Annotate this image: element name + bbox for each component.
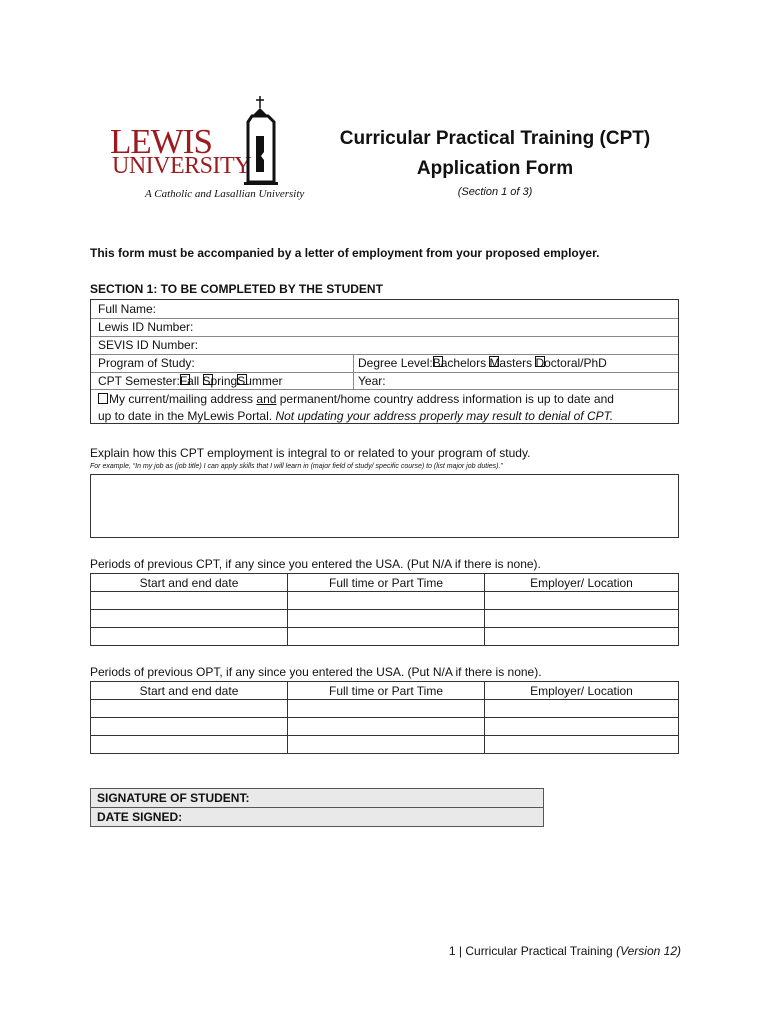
sevis-id-field[interactable]: SEVIS ID Number: [98, 338, 199, 352]
table-cell[interactable] [485, 718, 679, 736]
table-cell[interactable] [288, 628, 485, 646]
summer-label: Summer [237, 374, 283, 388]
university-logo [110, 96, 310, 206]
address-text-2: permanent/home country address information is up to date and [276, 392, 614, 406]
doctoral-label: Doctoral/PhD [535, 356, 607, 370]
logo-tagline: A Catholic and Lasallian University [145, 188, 305, 200]
spring-checkbox[interactable] [203, 374, 213, 385]
column-header: Full time or Part Time [288, 682, 485, 700]
logo-wordmark-lewis: LEWIS [110, 122, 212, 161]
bachelors-checkbox[interactable] [433, 356, 443, 367]
fall-checkbox[interactable] [180, 374, 190, 385]
table-cell[interactable] [288, 610, 485, 628]
table-header-row [91, 682, 679, 700]
bell-tower-icon [242, 96, 278, 186]
full-name-field[interactable]: Full Name: [98, 302, 157, 316]
table-header-row [91, 574, 679, 592]
table-cell[interactable] [288, 718, 485, 736]
masters-checkbox[interactable] [489, 356, 499, 367]
cpt-semester-label: CPT Semester: [98, 374, 180, 388]
masters-label: Masters [489, 356, 533, 370]
table-row [91, 718, 679, 736]
date-signed-field[interactable]: DATE SIGNED: [91, 808, 544, 827]
spring-label: Spring [202, 374, 238, 388]
program-of-study-field[interactable]: Program of Study: [98, 356, 195, 370]
table-cell[interactable] [91, 718, 288, 736]
column-header: Start and end date [91, 574, 288, 592]
column-header: Start and end date [91, 682, 288, 700]
form-title-line2: Application Form [416, 158, 574, 179]
table-cell[interactable] [91, 592, 288, 610]
table-cell[interactable] [485, 592, 679, 610]
section-note: (Section 1 of 3) [457, 186, 533, 198]
table-cell[interactable] [288, 592, 485, 610]
fall-label: Fall [179, 374, 200, 388]
column-header: Full time or Part Time [288, 574, 485, 592]
table-cell[interactable] [91, 628, 288, 646]
cpt-periods-table [90, 573, 679, 646]
table-cell[interactable] [91, 736, 288, 754]
table-cell[interactable] [91, 700, 288, 718]
opt-periods-table [90, 681, 679, 754]
table-row [91, 736, 679, 754]
student-signature-field[interactable]: SIGNATURE OF STUDENT: [91, 789, 544, 808]
bachelors-label: Bachelors [432, 356, 487, 370]
explanation-textarea[interactable] [90, 474, 679, 538]
degree-level-label: Degree Level: [358, 356, 433, 370]
degree-level-group [358, 356, 607, 370]
doctoral-checkbox[interactable] [535, 356, 545, 367]
address-text-and: and [256, 392, 277, 406]
address-text-3: up to date in the MyLewis Portal. [98, 409, 276, 423]
cpt-semester-group [98, 374, 283, 388]
table-row [91, 700, 679, 718]
lewis-id-field[interactable]: Lewis ID Number: [98, 320, 194, 334]
address-confirmation [98, 391, 673, 425]
page-footer [449, 944, 681, 958]
section1-heading: SECTION 1: TO BE COMPLETED BY THE STUDENT [90, 282, 383, 296]
column-header: Employer/ Location [485, 682, 679, 700]
column-header: Employer/ Location [485, 574, 679, 592]
table-cell[interactable] [485, 610, 679, 628]
explain-prompt: Explain how this CPT employment is integral to or related to your program of study. [90, 446, 531, 460]
student-info-table [90, 299, 679, 424]
form-title-line1: Curricular Practical Training (CPT) [339, 128, 651, 149]
table-cell[interactable] [485, 628, 679, 646]
year-field[interactable]: Year: [358, 374, 386, 388]
cpt-periods-label: Periods of previous CPT, if any since you entered the USA. (Put N/A if there is none). [90, 557, 541, 571]
explain-example: For example, “In my job as (job title) I can apply skills that I will learn in (major field of study/ specific course) to (list major job duties).” [90, 463, 503, 470]
table-cell[interactable] [485, 736, 679, 754]
signature-table [90, 788, 544, 827]
employment-letter-notice: This form must be accompanied by a letter of employment from your proposed employer. [90, 246, 600, 260]
table-cell[interactable] [288, 700, 485, 718]
table-cell[interactable] [288, 736, 485, 754]
address-text-1: My current/mailing address [109, 392, 257, 406]
table-row [91, 628, 679, 646]
table-cell[interactable] [485, 700, 679, 718]
logo-wordmark-university: UNIVERSITY [112, 153, 251, 179]
footer-version: (Version 12) [616, 944, 681, 958]
address-warning: Not updating your address properly may result to denial of CPT. [275, 409, 614, 423]
summer-checkbox[interactable] [237, 374, 247, 385]
table-row [91, 610, 679, 628]
table-cell[interactable] [91, 610, 288, 628]
footer-page: 1 | Curricular Practical Training [448, 944, 617, 958]
opt-periods-label: Periods of previous OPT, if any since you entered the USA. (Put N/A if there is none). [90, 665, 542, 679]
table-row [91, 592, 679, 610]
address-checkbox[interactable] [98, 393, 108, 404]
